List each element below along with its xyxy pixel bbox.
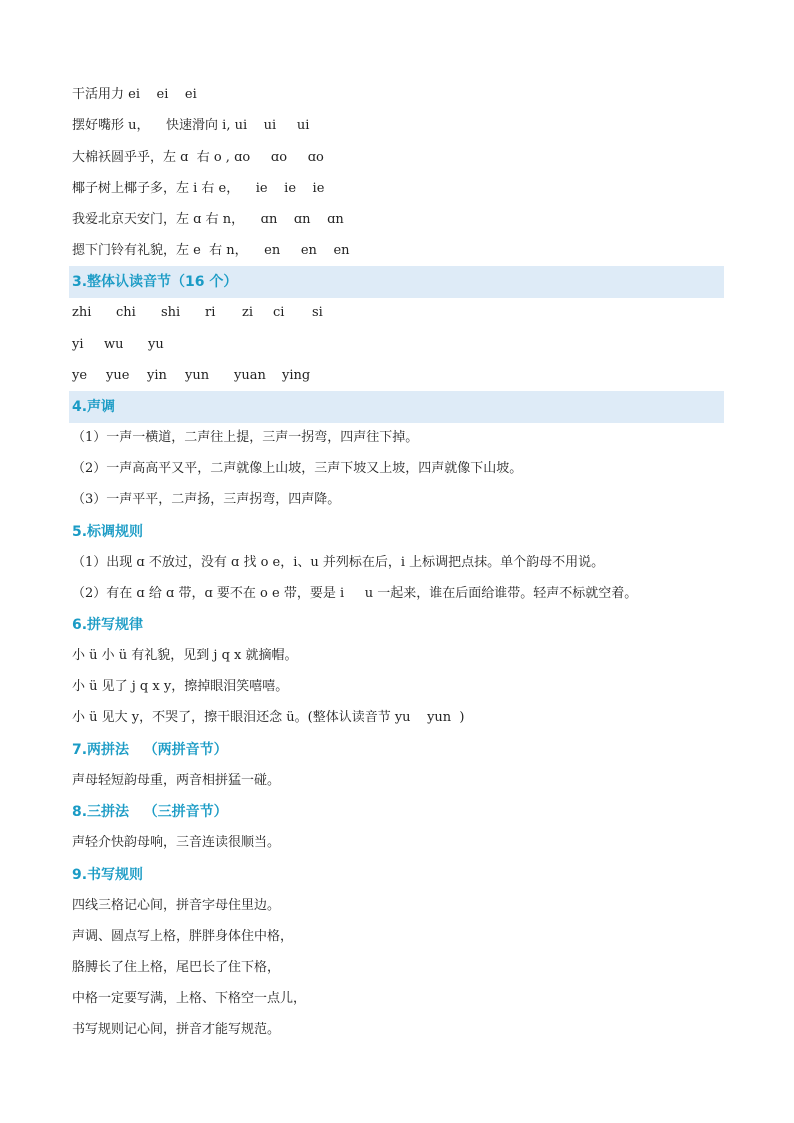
writing-rule-line: 书写规则记心间，拼音才能写规范。	[72, 1022, 281, 1037]
section-heading-two-part: 7.两拼法 （两拼音节）	[72, 742, 228, 758]
spelling-rule-line: 小 ü 小 ü 有礼貌，见到 j q x 就摘帽。	[72, 648, 298, 663]
writing-rule-line: 胳膊长了住上格，尾巴长了住下格，	[72, 960, 281, 975]
syllable: yu	[148, 337, 164, 352]
section-heading-tone-marking: 5.标调规则	[72, 524, 144, 540]
tone-marking-line: （1）出现 ɑ 不放过，没有 ɑ 找 o e，i、u 并列标在后，i 上标调把点抹。单个韵母不用说。	[72, 555, 605, 570]
syllable: yi	[72, 337, 84, 352]
spelling-rule-line: 小 ü 见大 y，不哭了，擦干眼泪还念 ü。(整体认读音节 yu yun )	[72, 710, 465, 725]
tone-rule-line: （2）一声高高平又平，二声就像上山坡，三声下坡又上坡，四声就像下山坡。	[72, 461, 523, 476]
rhyme-line-en: 摁下门铃有礼貌，左 e 右 n， en en en	[72, 243, 350, 258]
writing-rule-line: 中格一定要写满，上格、下格空一点儿，	[72, 991, 307, 1006]
section-heading-three-part: 8.三拼法 （三拼音节）	[72, 804, 228, 820]
rhyme-line-an: 我爱北京天安门，左 ɑ 右 n， ɑn ɑn ɑn	[72, 212, 344, 227]
section-heading-spelling: 6.拼写规律	[72, 617, 144, 633]
syllable: si	[312, 305, 323, 320]
tone-marking-line: （2）有在 ɑ 给 ɑ 带，ɑ 要不在 o e 带，要是 i u 一起来，谁在后面给谁带。轻声不标就空着。	[72, 586, 638, 601]
two-part-rule-line: 声母轻短韵母重，两音相拼猛一碰。	[72, 773, 281, 788]
syllable: yun	[185, 368, 210, 383]
syllable: zi	[242, 305, 254, 320]
rhyme-line-ie: 椰子树上椰子多，左 i 右 e， ie ie ie	[72, 181, 325, 196]
writing-rule-line: 声调、圆点写上格，胖胖身体住中格，	[72, 929, 294, 944]
syllable: yue	[106, 368, 130, 383]
syllable: ye	[72, 368, 88, 383]
rhyme-line-ui: 摆好嘴形 u， 快速滑向 i, ui ui ui	[72, 118, 310, 133]
section-heading-writing: 9.书写规则	[72, 867, 144, 883]
rhyme-line-ao: 大棉袄圆乎乎，左 ɑ 右 o , ɑo ɑo ɑo	[72, 150, 324, 165]
three-part-rule-line: 声轻介快韵母响，三音连读很顺当。	[72, 835, 281, 850]
syllable: zhi	[72, 305, 92, 320]
writing-rule-line: 四线三格记心间，拼音字母住里边。	[72, 898, 281, 913]
syllable: wu	[104, 337, 124, 352]
syllable: ying	[282, 368, 311, 383]
spelling-rule-line: 小 ü 见了 j q x y，擦掉眼泪笑嘻嘻。	[72, 679, 289, 694]
rhyme-line-ei: 干活用力 ei ei ei	[72, 87, 197, 102]
syllable: chi	[116, 305, 136, 320]
syllable: yuan	[234, 368, 266, 383]
syllable: shi	[161, 305, 181, 320]
section-heading-tones: 4.声调	[69, 391, 724, 423]
tone-rule-line: （3）一声平平，二声扬，三声拐弯，四声降。	[72, 492, 341, 507]
syllable: ci	[273, 305, 285, 320]
syllable: yin	[147, 368, 167, 383]
tone-rule-line: （1）一声一横道，二声往上提，三声一拐弯，四声往下掉。	[72, 430, 419, 445]
section-heading-whole-syllables: 3.整体认读音节（16 个）	[69, 266, 724, 298]
syllable: ri	[205, 305, 216, 320]
